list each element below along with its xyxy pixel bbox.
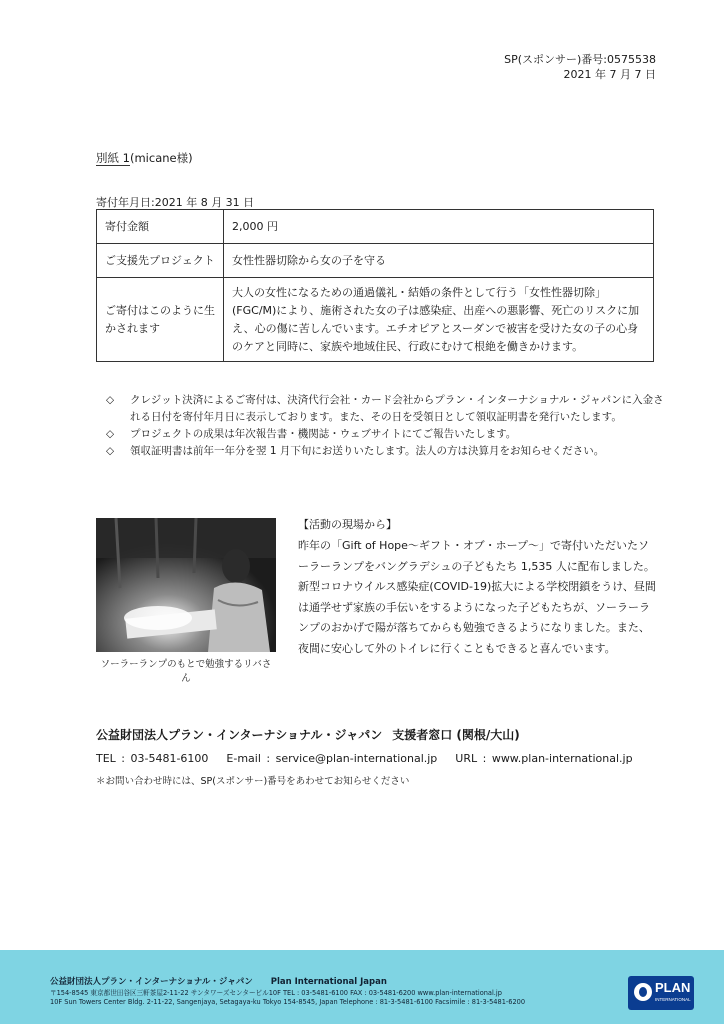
note-text: 領収証明書は前年一年分を翌 1 月下旬にお送りいたします。法人の方は決算月をお知らせください。	[130, 445, 605, 457]
list-item	[106, 392, 666, 426]
solar-lamp-photo	[96, 518, 276, 652]
donation-table	[96, 209, 654, 362]
amount-value: 2,000 円	[224, 210, 654, 244]
attachment-heading	[96, 150, 193, 166]
globe-icon	[634, 983, 652, 1001]
list-item	[106, 443, 666, 460]
table-row	[97, 278, 654, 362]
diamond-icon: ◇	[106, 394, 115, 406]
note-text: クレジット決済によるご寄付は、決済代行会社・カード会社からプラン・インターナショナル・ジャパンに入金される日付を寄付年月日に表示しております。また、その日を受領日として領収証明書を発行いたします。	[130, 394, 664, 423]
photo-caption: ソーラーランプのもとで勉強するリバさん	[100, 659, 272, 684]
footer-org-jp: 公益財団法人プラン・インターナショナル・ジャパン	[50, 977, 253, 987]
attachment-recipient: (micane様)	[129, 151, 193, 165]
issue-date: 2021 年 7 月 7 日	[563, 68, 656, 81]
attachment-title: 別紙 1	[96, 151, 130, 165]
field-report-body: 昨年の「Gift of Hope～ギフト・オブ・ホープ～」で寄付いただいたソーラーランプをバングラデシュの子どもたち 1,535 人に配布しました。新型コロナウイルス感染症(COVID-19)拡大による学校閉鎖をうけ、昼間は通学せず家族の手伝いをするようになった子どもたちが、ソーラーランプのおかげで陽が落ちてからも勉強できるようになりました。また、夜間に安心して外のトイレに行くこともできると喜んでいます。	[298, 539, 656, 655]
inquiry-note: ＊お問い合わせ時には、SP(スポンサー)番号をあわせてお知らせください	[96, 776, 410, 787]
footer-org-en: Plan International Japan	[270, 977, 387, 987]
email: E-mail : service@plan-international.jp	[226, 752, 438, 765]
organization-line	[96, 726, 520, 743]
footer-org	[50, 975, 387, 987]
sponsor-number: SP(スポンサー)番号:0575538	[504, 53, 656, 66]
table-row	[97, 244, 654, 278]
field-photo	[96, 518, 276, 652]
table-row	[97, 210, 654, 244]
support-desk: 支援者窓口 (関根/大山)	[392, 728, 520, 742]
tel: TEL : 03-5481-6100	[96, 752, 209, 765]
amount-label: 寄付金額	[97, 210, 224, 244]
diamond-icon: ◇	[106, 445, 115, 457]
logo-subtext: INTERNATIONAL	[655, 997, 691, 1002]
field-report-title: 【活動の現場から】	[298, 518, 397, 531]
diamond-icon: ◇	[106, 428, 115, 440]
contact-line	[96, 752, 651, 765]
usage-value: 大人の女性になるための通過儀礼・結婚の条件として行う「女性性器切除」(FGC/M)により、施術された女の子は感染症、出産への悪影響、死亡のリスクに加え、心の傷に苦しんでいます。エチオピアとスーダンで被害を受けた女の子の心身のケアと同時に、家族や地域住民、行政にむけて根絶を働きかけます。	[224, 278, 654, 362]
url: URL : www.plan-international.jp	[455, 752, 633, 765]
donation-date: 寄付年月日:2021 年 8 月 31 日	[96, 196, 255, 209]
logo-text: PLAN	[655, 980, 691, 995]
footer-address-en: 10F Sun Towers Center Bldg. 2-11-22, Sangenjaya, Setagaya-ku Tokyo 154-8545, Japan Telephone : 81-3-5481-6100 Facsimile : 81-3-5481-6200	[50, 998, 526, 1006]
usage-label: ご寄付はこのように生かされます	[97, 278, 224, 362]
notes-list	[106, 392, 666, 460]
organization-name: 公益財団法人プラン・インターナショナル・ジャパン	[96, 728, 383, 742]
project-value: 女性性器切除から女の子を守る	[224, 244, 654, 278]
plan-logo	[628, 976, 694, 1010]
list-item	[106, 426, 666, 443]
note-text: プロジェクトの成果は年次報告書・機関誌・ウェブサイトにてご報告いたします。	[130, 428, 517, 440]
footer-address-jp: 〒154-8545 東京都世田谷区三軒茶屋2-11-22 サンタワーズセンタービル10F TEL : 03-5481-6100 FAX : 03-5481-6200 www.plan-international.jp	[50, 989, 502, 997]
project-label: ご支援先プロジェクト	[97, 244, 224, 278]
